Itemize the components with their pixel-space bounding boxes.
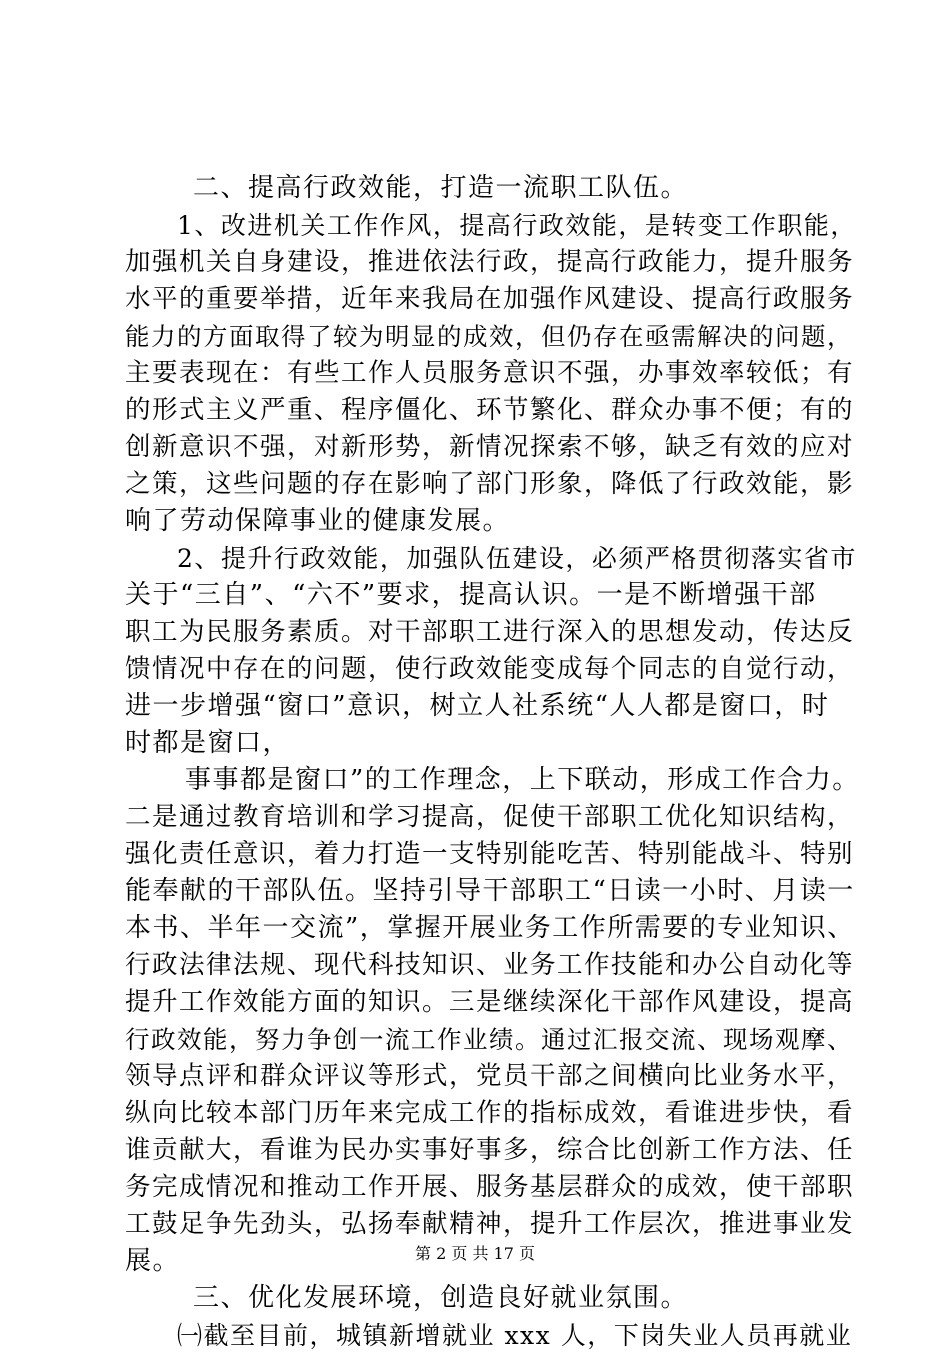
paragraph-line: 水平的重要举措，近年来我局在加强作风建设、提高行政服务 xyxy=(125,284,855,314)
paragraph-line: 本书、半年一交流”，掌握开展业务工作所需要的专业知识、 xyxy=(125,913,855,943)
page-footer xyxy=(0,1243,950,1265)
paragraph-line: 时都是窗口， xyxy=(125,728,291,758)
paragraph-line: 加强机关自身建设，推进依法行政，提高行政能力，提升服务 xyxy=(125,247,855,277)
paragraph-line: 纵向比较本部门历年来完成工作的指标成效，看谁进步快，看 xyxy=(125,1098,855,1128)
paragraph-line: 谁贡献大，看谁为民办实事好事多，综合比创新工作方法、任 xyxy=(125,1135,855,1165)
paragraph-line: 行政效能，努力争创一流工作业绩。通过汇报交流、现场观摩、 xyxy=(125,1025,853,1054)
paragraph-line: 能力的方面取得了较为明显的成效，但仍存在亟需解决的问题， xyxy=(125,322,853,351)
paragraph-line: 二是通过教育培训和学习提高，促使干部职工优化知识结构， xyxy=(125,802,855,832)
paragraph-line: 响了劳动保障事业的健康发展。 xyxy=(125,506,511,536)
paragraph-line: 工鼓足争先劲头，弘扬奉献精神，提升工作层次，推进事业发 xyxy=(125,1209,855,1239)
paragraph-line: 展。 xyxy=(125,1246,181,1276)
paragraph-line: 进一步增强“窗口”意识，树立人社系统“人人都是窗口，时 xyxy=(125,691,830,721)
paragraph-line: 1、改进机关工作作风，提高行政效能，是转变工作职能， xyxy=(177,211,857,240)
document-body xyxy=(125,170,860,1354)
paragraph-line: 馈情况中存在的问题，使行政效能变成每个同志的自觉行动， xyxy=(125,654,855,684)
paragraph-line: 关于“三自”、“六不”要求，提高认识。一是不断增强干部 xyxy=(125,580,817,610)
section-heading: 三、优化发展环境，创造良好就业氛围。 xyxy=(193,1283,689,1313)
paragraph-line: 之策，这些问题的存在影响了部门形象，降低了行政效能，影 xyxy=(125,469,855,499)
paragraph-line: 行政法律法规、现代科技知识、业务工作技能和办公自动化等 xyxy=(125,950,855,980)
page-number-label: 第 2 页 共 17 页 xyxy=(415,1244,535,1263)
paragraph-line: 创新意识不强，对新形势，新情况探索不够，缺乏有效的应对 xyxy=(125,432,855,462)
paragraph-line: 能奉献的干部队伍。坚持引导干部职工“日读一小时、月读一 xyxy=(125,876,855,906)
paragraph-line: 提升工作效能方面的知识。三是继续深化干部作风建设，提高 xyxy=(125,987,855,1017)
section-heading: 二、提高行政效能，打造一流职工队伍。 xyxy=(193,173,689,203)
paragraph-line: 务完成情况和推动工作开展、服务基层群众的成效，使干部职 xyxy=(125,1172,855,1202)
paragraph-line: 2、提升行政效能，加强队伍建设，必须严格贯彻落实省市 xyxy=(177,544,857,573)
paragraph-line: 强化责任意识，着力打造一支特别能吃苦、特别能战斗、特别 xyxy=(125,839,855,869)
paragraph-line: 领导点评和群众评议等形式，党员干部之间横向比业务水平， xyxy=(125,1061,855,1091)
paragraph-line: ㈠截至目前，城镇新增就业 xxx 人，下岗失业人员再就业 xyxy=(177,1321,853,1350)
paragraph-line: 主要表现在：有些工作人员服务意识不强，办事效率较低；有 xyxy=(125,358,855,388)
paragraph-line: 职工为民服务素质。对干部职工进行深入的思想发动，传达反 xyxy=(125,617,855,647)
paragraph-line: 的形式主义严重、程序僵化、环节繁化、群众办事不便；有的 xyxy=(125,395,855,425)
paragraph-line: 事事都是窗口”的工作理念，上下联动，形成工作合力。 xyxy=(185,765,860,795)
